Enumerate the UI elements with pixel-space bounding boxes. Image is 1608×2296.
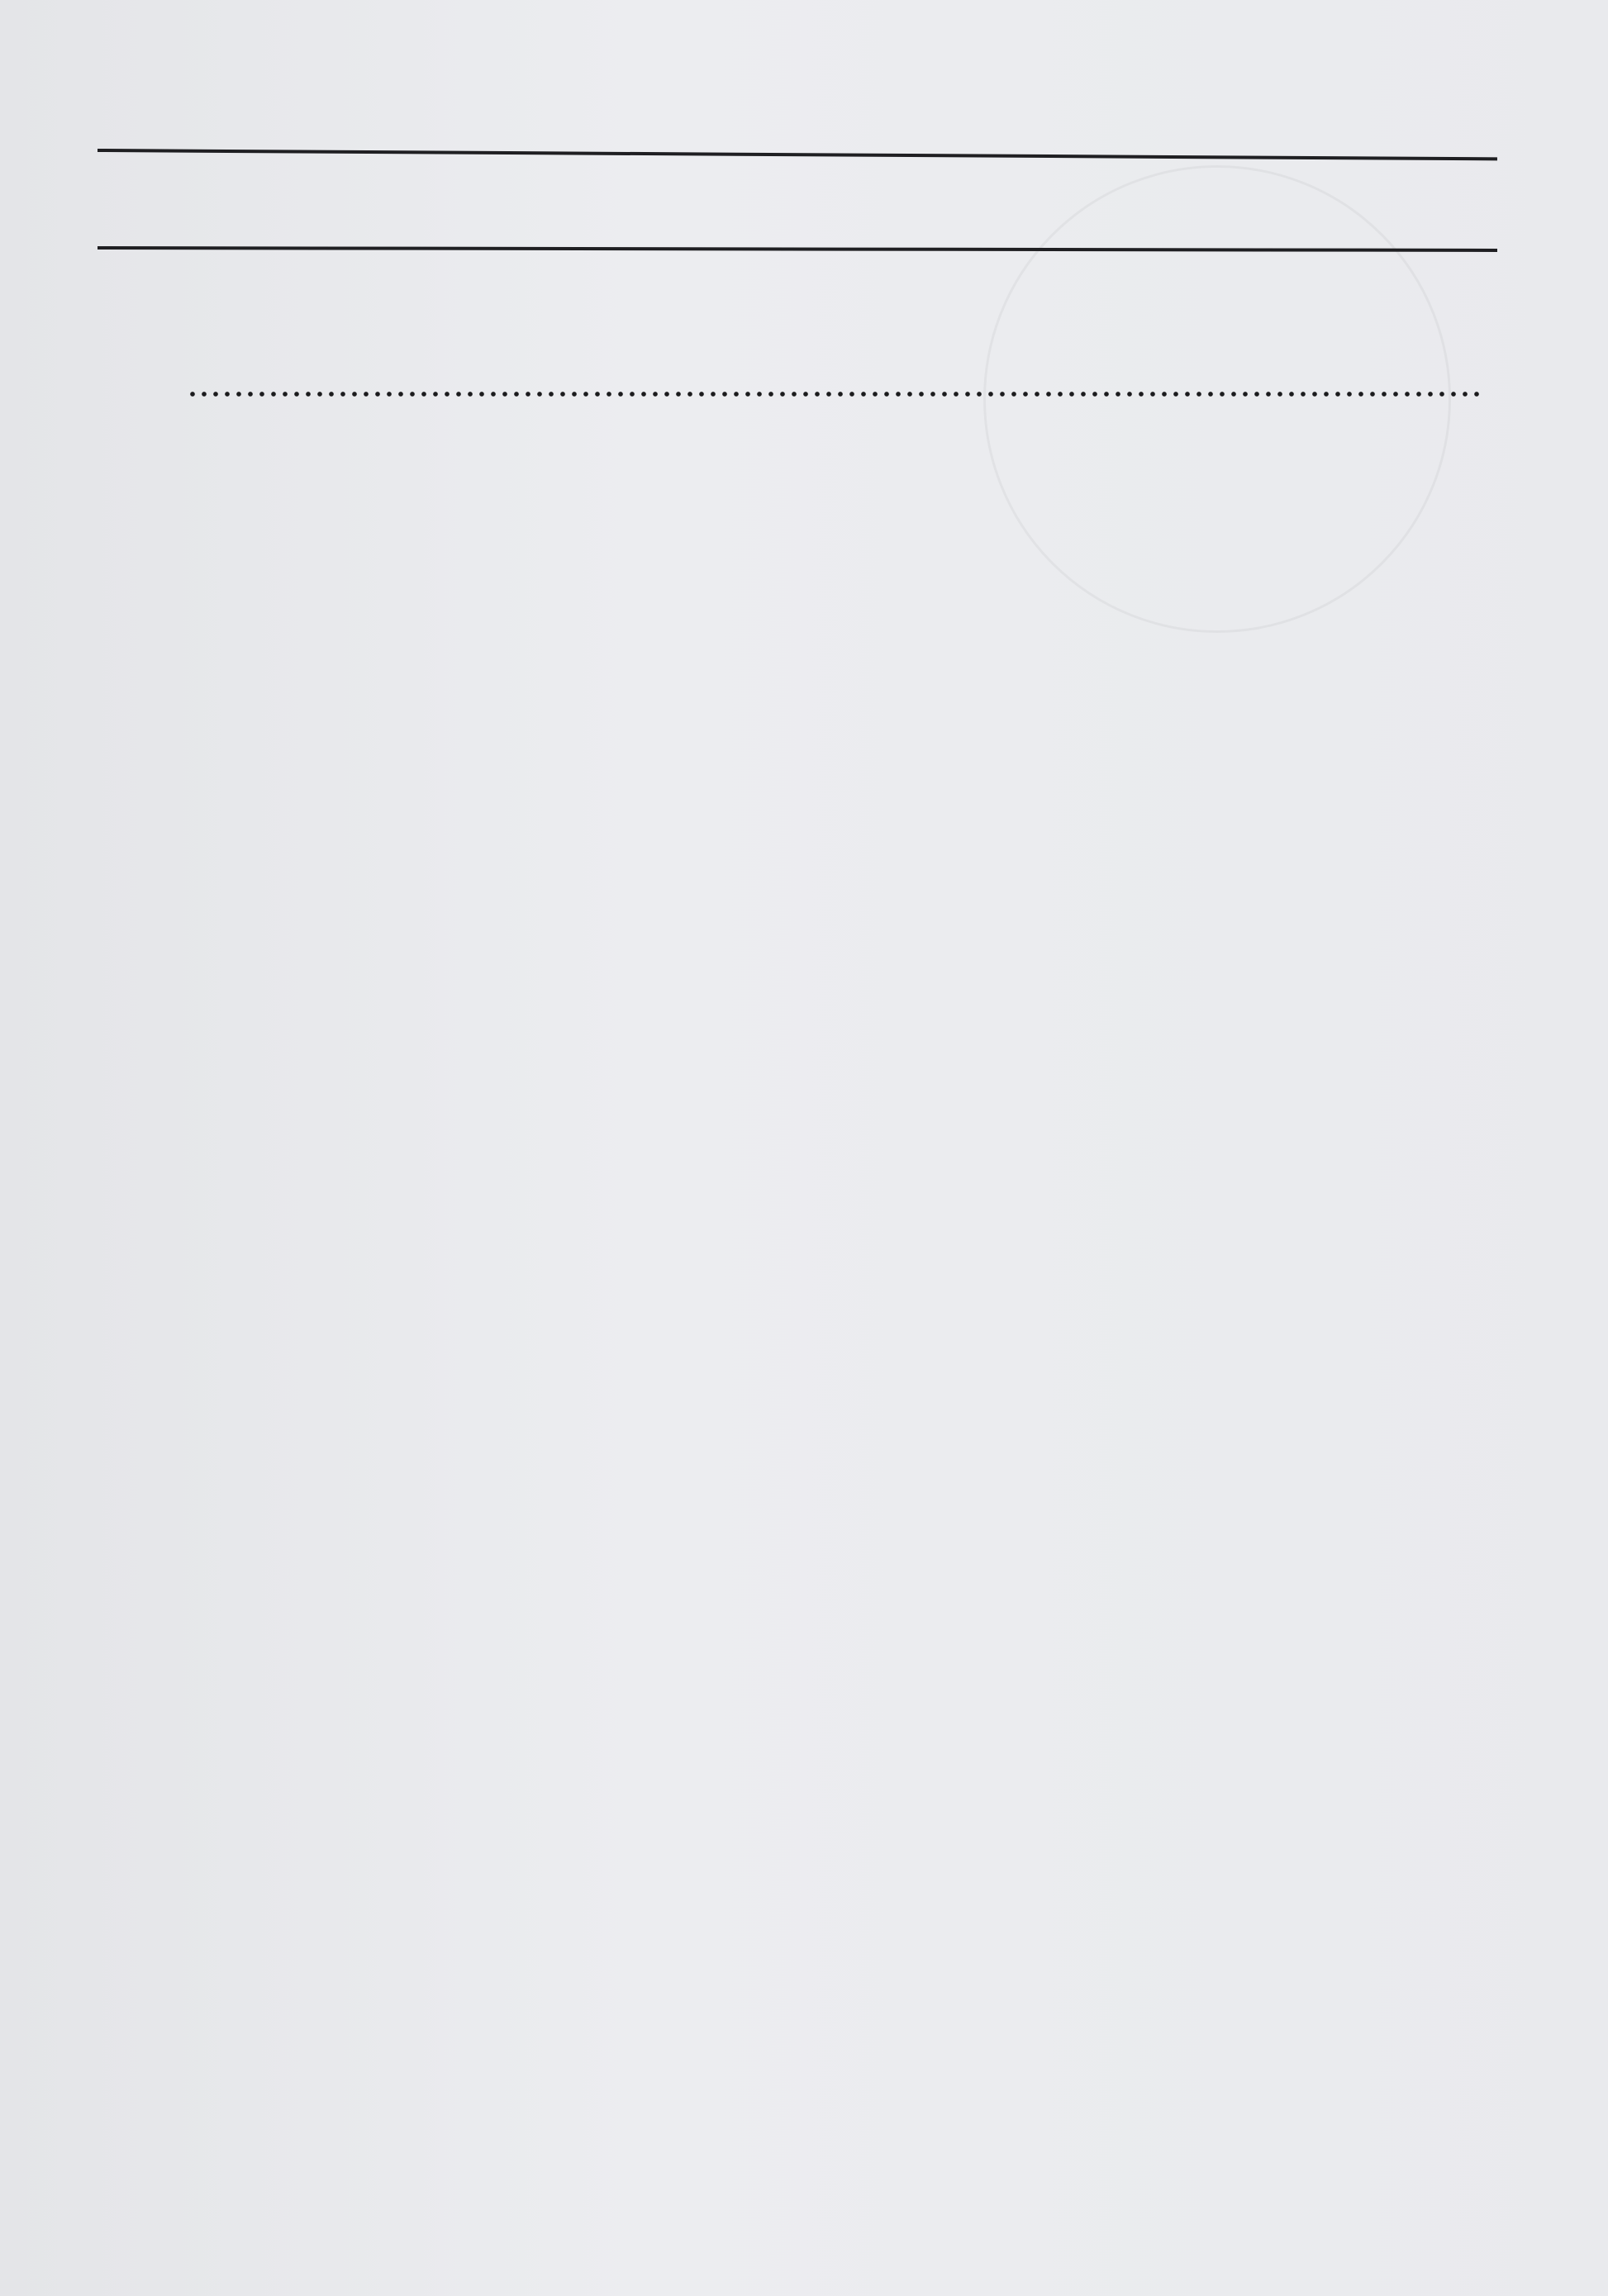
header-top-rule: [98, 149, 1497, 160]
section-heading: [91, 273, 1496, 349]
table-of-contents: [91, 273, 1496, 422]
toc-page-number: [91, 349, 182, 422]
dot-leader: [188, 392, 1482, 397]
toc-main-entry[interactable]: [91, 349, 1496, 422]
